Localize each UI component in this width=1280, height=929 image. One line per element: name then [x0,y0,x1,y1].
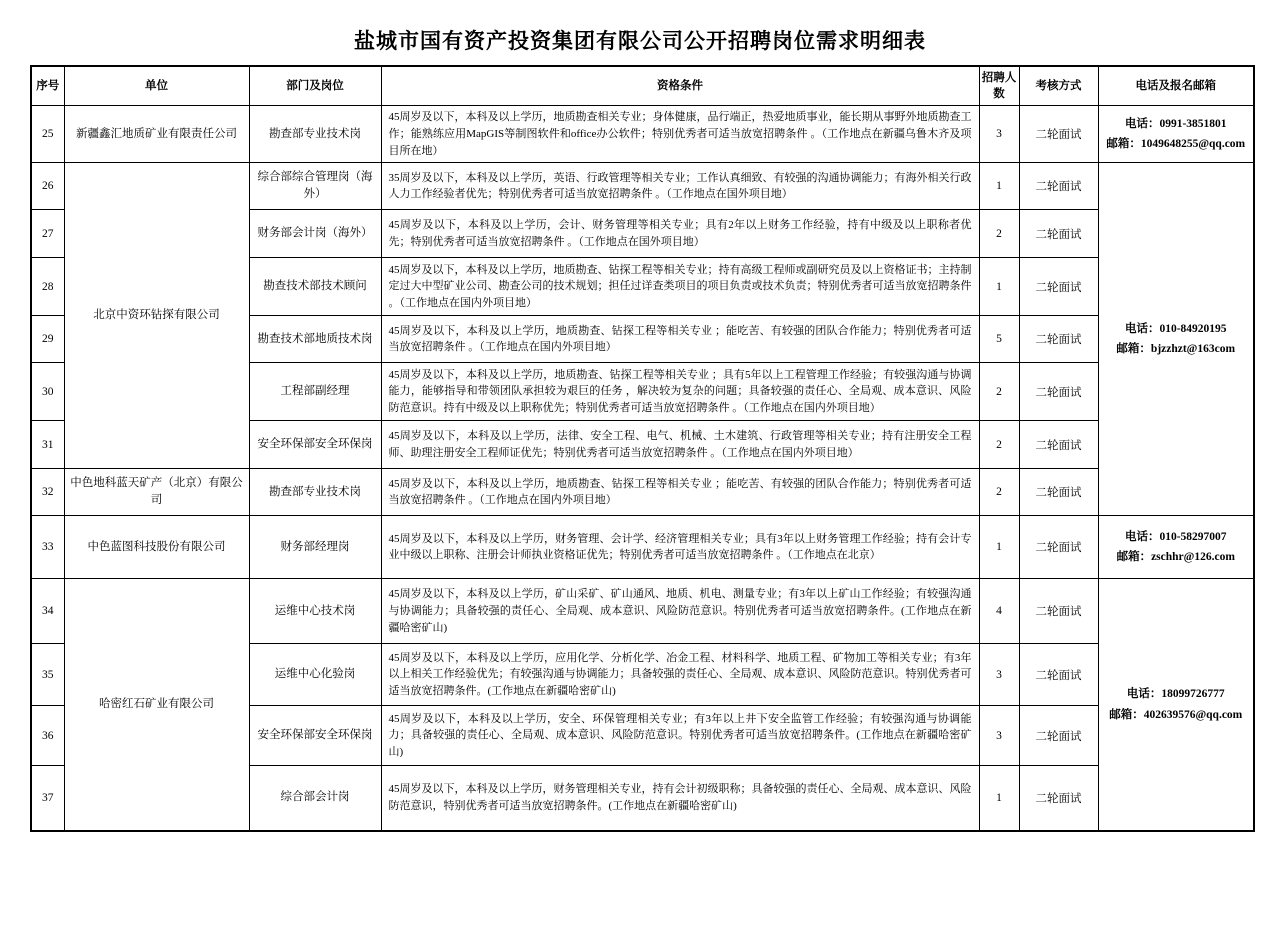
contact-email: 邮箱：zschhr@126.com [1116,551,1235,564]
table-row [31,163,1254,210]
assessment-method: 二轮面试 [1019,210,1098,258]
headcount-value: 1 [979,258,1019,316]
headcount-value: 3 [979,106,1019,163]
qualification-text: 45周岁及以下，本科及以上学历，财务管理相关专业，持有会计初级职称；具备较强的责任心、全局观、成本意识、风险防范意识，特别优秀者可适当放宽招聘条件。(工作地点在新疆哈密矿山) [381,766,979,831]
header-department: 部门及岗位 [249,66,381,106]
serial-number: 28 [31,258,64,316]
page-title: 盐城市国有资产投资集团有限公司公开招聘岗位需求明细表 [354,29,926,53]
contact-phone: 电话：0991-3851801 [1124,117,1227,130]
assessment-method: 二轮面试 [1019,163,1098,210]
assessment-method: 二轮面试 [1019,766,1098,831]
headcount-value: 2 [979,210,1019,258]
assessment-method: 二轮面试 [1019,363,1098,421]
assessment-method: 二轮面试 [1019,579,1098,644]
company-name: 哈密红石矿业有限公司 [64,579,249,831]
qualification-text: 35周岁及以下，本科及以上学历，英语、行政管理等相关专业；工作认真细致、有较强的沟通协调能力；有海外相关行政人力工作经验者优先；特别优秀者可适当放宽招聘条件 。（工作地点在国外项目地） [381,163,979,210]
position-name: 财务部会计岗（海外） [249,210,381,258]
qualification-text: 45周岁及以下，本科及以上学历，地质勘查、钻探工程等相关专业 ；具有5年以上工程管理工作经验；有较强沟通与协调能力，能够指导和带领团队承担较为艰巨的任务 ，解决较为复杂的问题；具备较强的责任心、全局观、成本意识、风险防范意识。持有中级及以上职称优先；特别优秀者可适当放宽招聘条件 。（工作地点在国内外项目地） [381,363,979,421]
assessment-method: 二轮面试 [1019,706,1098,766]
qualification-text: 45周岁及以下，本科及以上学历，地质勘查、钻探工程等相关专业 ；能吃苦、有较强的团队合作能力；特别优秀者可适当放宽招聘条件 。（工作地点在国内外项目地） [381,469,979,516]
serial-number: 32 [31,469,64,516]
headcount-value: 1 [979,163,1019,210]
headcount-value: 1 [979,516,1019,579]
table-row [31,106,1254,163]
serial-number: 31 [31,421,64,469]
contact-cell [1098,579,1254,831]
qualification-text: 45周岁及以下，本科及以上学历，地质勘查、钻探工程等相关专业 ；能吃苦、有较强的团队合作能力；特别优秀者可适当放宽招聘条件 。（工作地点在国内外项目地） [381,316,979,363]
assessment-method: 二轮面试 [1019,644,1098,706]
company-name: 中色蓝图科技股份有限公司 [64,516,249,579]
position-name: 运维中心化验岗 [249,644,381,706]
contact-cell [1098,516,1254,579]
table-row [31,579,1254,644]
position-name: 勘查部专业技术岗 [249,469,381,516]
qualification-text: 45周岁及以下，本科及以上学历，应用化学、分析化学、冶金工程、材料科学、地质工程、矿物加工等相关专业；有3年以上相关工作经验优先；有较强沟通与协调能力；具备较强的责任心、全局观、成本意识、风险防范意识。特别优秀者可适当放宽招聘条件。(工作地点在新疆哈密矿山) [381,644,979,706]
contact-cell [1098,163,1254,516]
qualification-text: 45周岁及以下，本科及以上学历，安全、环保管理相关专业；有3年以上井下安全监管工作经验；有较强沟通与协调能力；具备较强的责任心、全局观、成本意识、风险防范意识。特别优秀者可适当放宽招聘条件。(工作地点在新疆哈密矿山) [381,706,979,766]
assessment-method: 二轮面试 [1019,516,1098,579]
contact-cell [1098,106,1254,163]
qualification-text: 45周岁及以下，本科及以上学历，地质勘查相关专业；身体健康，品行端正，热爱地质事业，能长期从事野外地质勘查工作；能熟练应用MapGIS等制图软件和office办公软件；特别优秀者可适当放宽招聘条件 。（工作地点在新疆乌鲁木齐及项目所在地） [381,106,979,163]
headcount-value: 3 [979,706,1019,766]
assessment-method: 二轮面试 [1019,421,1098,469]
position-name: 财务部经理岗 [249,516,381,579]
assessment-method: 二轮面试 [1019,106,1098,163]
company-name: 新疆鑫汇地质矿业有限责任公司 [64,106,249,163]
header-serial: 序号 [31,66,64,106]
table-header-row [31,66,1254,106]
serial-number: 36 [31,706,64,766]
position-name: 安全环保部安全环保岗 [249,706,381,766]
serial-number: 37 [31,766,64,831]
headcount-value: 4 [979,579,1019,644]
serial-number: 26 [31,163,64,210]
contact-email: 邮箱：402639576@qq.com [1109,708,1243,721]
headcount-value: 1 [979,766,1019,831]
qualification-text: 45周岁及以下，本科及以上学历，会计、财务管理等相关专业；具有2年以上财务工作经验，持有中级及以上职称者优先；特别优秀者可适当放宽招聘条件 。（工作地点在国外项目地） [381,210,979,258]
header-assessment: 考核方式 [1019,66,1098,106]
qualification-text: 45周岁及以下，本科及以上学历，矿山采矿、矿山通风、地质、机电、测量专业；有3年以上矿山工作经验；有较强沟通与协调能力；具备较强的责任心、全局观、成本意识、风险防范意识。特别优秀者可适当放宽招聘条件。(工作地点在新疆哈密矿山) [381,579,979,644]
headcount-value: 3 [979,644,1019,706]
qualification-text: 45周岁及以下，本科及以上学历，财务管理、会计学、经济管理相关专业；具有3年以上财务管理工作经验；持有会计专业中级以上职称、注册会计师执业资格证优先；特别优秀者可适当放宽招聘条件 。（工作地点在北京） [381,516,979,579]
qualification-text: 45周岁及以下，本科及以上学历，地质勘查、钻探工程等相关专业；持有高级工程师或副研究员及以上资格证书；主持制定过大中型矿业公司、勘查公司的技术规划；担任过详查类项目的项目负责或技术负责；特别优秀者可适当放宽招聘条件 。（工作地点在国内外项目地） [381,258,979,316]
position-name: 勘查技术部地质技术岗 [249,316,381,363]
serial-number: 25 [31,106,64,163]
headcount-value: 2 [979,421,1019,469]
assessment-method: 二轮面试 [1019,316,1098,363]
header-qualifications: 资格条件 [381,66,979,106]
contact-email: 邮箱：bjzzhzt@163com [1116,343,1236,356]
headcount-value: 5 [979,316,1019,363]
position-name: 综合部会计岗 [249,766,381,831]
position-name: 工程部副经理 [249,363,381,421]
serial-number: 33 [31,516,64,579]
header-contact: 电话及报名邮箱 [1098,66,1254,106]
headcount-value: 2 [979,363,1019,421]
contact-email: 邮箱：1049648255@qq.com [1106,138,1246,151]
contact-phone: 电话：18099726777 [1126,687,1225,700]
contact-phone: 电话：010-58297007 [1124,530,1227,543]
recruitment-table [30,65,1255,832]
serial-number: 29 [31,316,64,363]
position-name: 安全环保部安全环保岗 [249,421,381,469]
position-name: 综合部综合管理岗（海外） [249,163,381,210]
header-headcount: 招聘人数 [979,66,1019,106]
assessment-method: 二轮面试 [1019,258,1098,316]
serial-number: 30 [31,363,64,421]
contact-phone: 电话：010-84920195 [1124,322,1227,335]
table-row [31,469,1254,516]
headcount-value: 2 [979,469,1019,516]
serial-number: 27 [31,210,64,258]
position-name: 勘查技术部技术顾问 [249,258,381,316]
qualification-text: 45周岁及以下，本科及以上学历，法律、安全工程、电气、机械、土木建筑、行政管理等相关专业；持有注册安全工程师、助理注册安全工程师证优先；特别优秀者可适当放宽招聘条件 。（工作地点在国内外项目地） [381,421,979,469]
position-name: 勘查部专业技术岗 [249,106,381,163]
company-name: 北京中资环钻探有限公司 [64,163,249,469]
serial-number: 35 [31,644,64,706]
header-company: 单位 [64,66,249,106]
position-name: 运维中心技术岗 [249,579,381,644]
company-name: 中色地科蓝天矿产（北京）有限公司 [64,469,249,516]
table-row [31,516,1254,579]
assessment-method: 二轮面试 [1019,469,1098,516]
serial-number: 34 [31,579,64,644]
